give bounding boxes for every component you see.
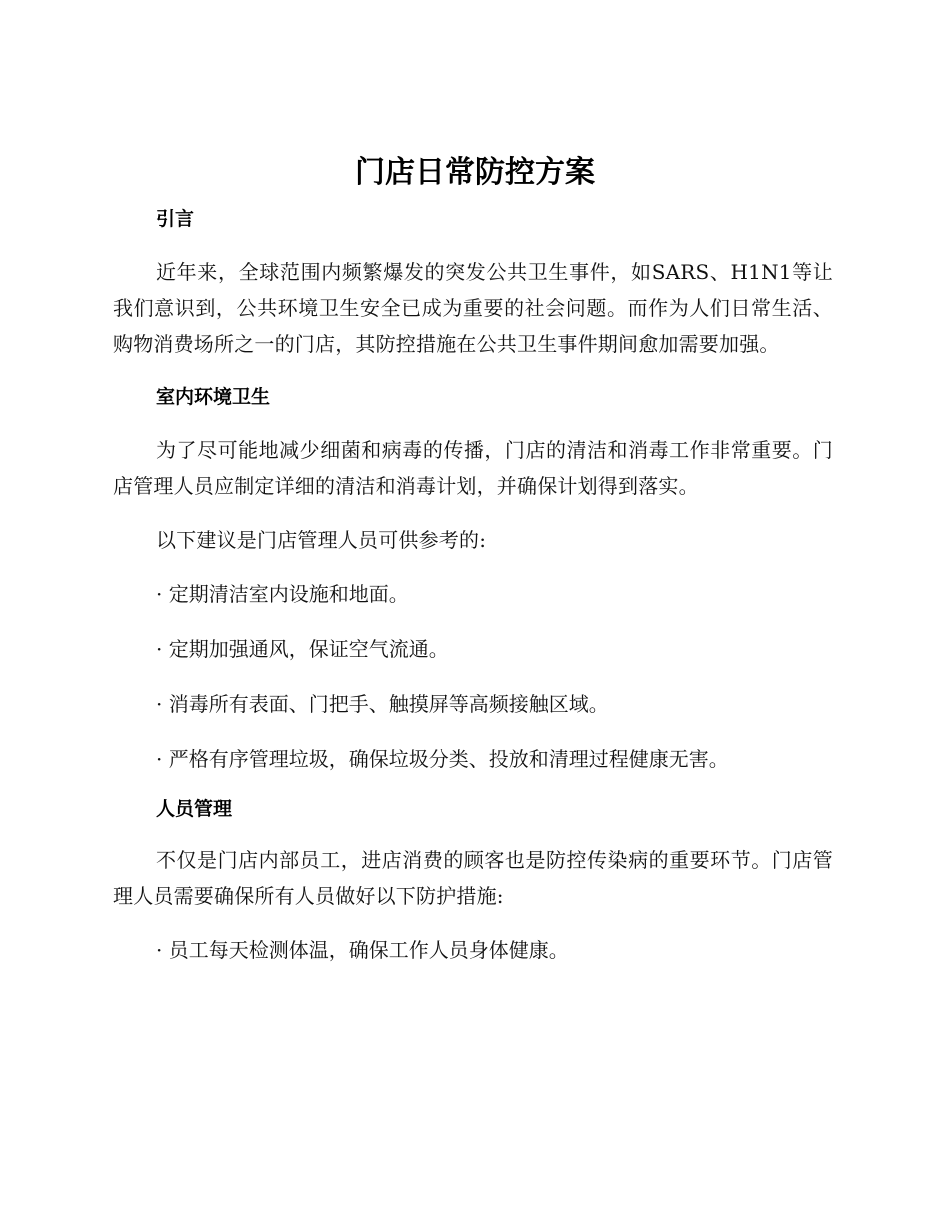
hygiene-lead: 以下建议是门店管理人员可供参考的: [156,528,487,552]
hygiene-paragraph: 为了尽可能地减少细菌和病毒的传播，门店的清洁和消毒工作非常重要。门店管理人员应制定详细的清洁和消毒计划，并确保计划得到落实。 [113,438,833,498]
list-item: · 定期加强通风，保证空气流通。 [156,637,449,661]
list-item: · 员工每天检测体温，确保工作人员身体健康。 [156,938,569,962]
document-body [113,198,833,968]
section-heading-hygiene: 室内环境卫生 [156,386,271,408]
list-item: · 消毒所有表面、门把手、触摸屏等高频接触区域。 [156,692,609,716]
staff-paragraph: 不仅是门店内部员工，进店消费的顾客也是防控传染病的重要环节。门店管理人员需要确保所有人员做好以下防护措施: [113,848,833,908]
section-heading-intro: 引言 [156,208,195,230]
list-item: · 定期清洁室内设施和地面。 [156,582,409,606]
section-heading-staff: 人员管理 [156,798,233,820]
document-title: 门店日常防控方案 [355,155,595,190]
intro-paragraph: 近年来，全球范围内频繁爆发的突发公共卫生事件，如SARS、H1N1等让我们意识到，公共环境卫生安全已成为重要的社会问题。而作为人们日常生活、购物消费场所之一的门店，其防控措施在公共卫生事件期间愈加需要加强。 [113,260,833,356]
list-item: · 严格有序管理垃圾，确保垃圾分类、投放和清理过程健康无害。 [156,747,729,771]
